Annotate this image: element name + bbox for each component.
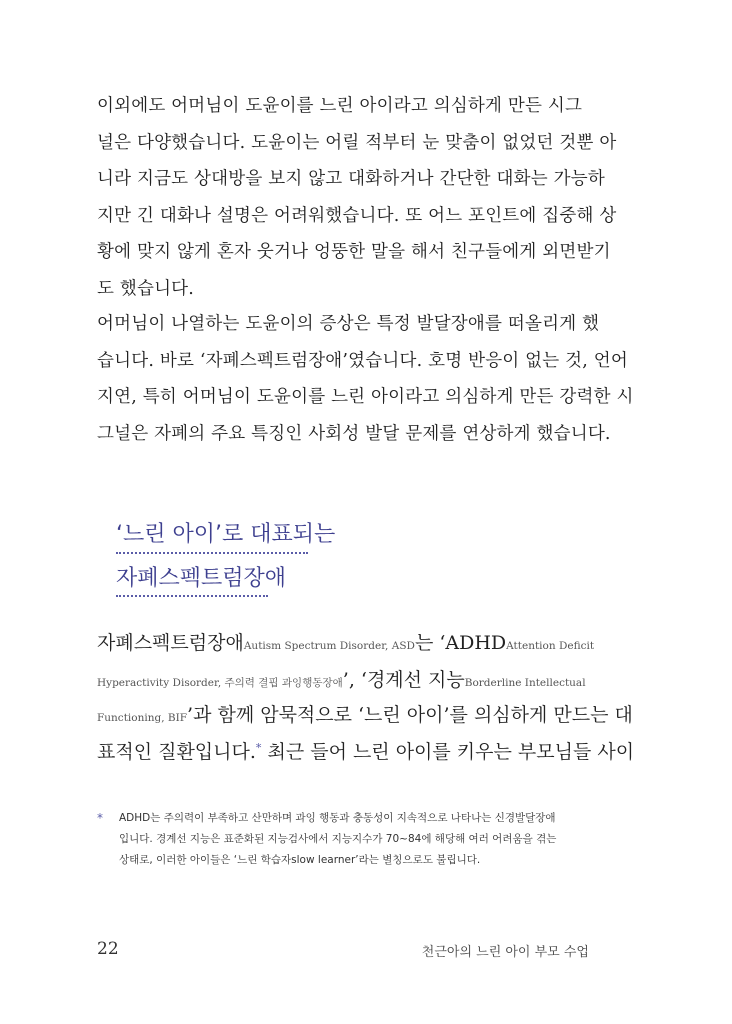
footnote-asterisk-icon: *	[97, 811, 103, 825]
heading-dotted-underline	[116, 595, 268, 597]
text-line: 니라 지금도 상대방을 보지 않고 대화하거나 간단한 대화는 가능하	[97, 169, 605, 189]
text-line: 지만 긴 대화나 설명은 어려워했습니다. 또 어느 포인트에 집중해 상	[97, 205, 617, 226]
footnote-reference[interactable]: *	[255, 741, 262, 755]
text-run: ’, ‘경계선 지능	[342, 669, 465, 691]
text-line: 지연, 특히 어머님이 도윤이를 느린 아이라고 의심하게 만든 강력한 시	[97, 387, 634, 407]
text-line: 이외에도 어머님이 도윤이를 느린 아이라고 의심하게 만든 시그	[97, 96, 583, 116]
gloss-text: Autism Spectrum Disorder, ASD	[243, 640, 415, 652]
footnote-line: 상태로, 이러한 아이들은 ‘느린 학습자slow learner’라는 별칭으로도 불립니다.	[119, 854, 481, 866]
text-line: 어머님이 나열하는 도윤이의 증상은 특정 발달장애를 떠올리게 했	[97, 314, 600, 334]
text-run: ’과 함께 암묵적으로 ‘느린 아이’를 의심하게 만드는 대	[187, 704, 633, 726]
text-run: 최근 들어 느린 아이를 키우는 부모님들 사이	[261, 741, 635, 763]
body-paragraph-3-line	[97, 628, 597, 655]
text-line: 도 했습니다.	[97, 278, 195, 299]
section-heading-line-1: ‘느린 아이’로 대표되는	[116, 522, 336, 547]
text-run: 자폐스펙트럼장애	[97, 632, 244, 654]
gloss-text: Functioning, BIF	[97, 712, 188, 724]
text-run: 는 ‘ADHD	[414, 632, 507, 654]
text-line: 황에 맞지 않게 혼자 웃거나 엉뚱한 말을 해서 친구들에게 외면받기	[97, 242, 611, 262]
body-paragraph-3-line	[97, 700, 633, 727]
body-paragraph-3-line	[97, 737, 635, 764]
text-line: 널은 다양했습니다. 도윤이는 어릴 적부터 눈 맞춤이 없었던 것뿐 아	[97, 132, 617, 153]
section-heading-line-2: 자폐스펙트럼장애	[116, 566, 287, 591]
gloss-text: Attention Deficit	[506, 640, 595, 652]
footnote-line: 입니다. 경계선 지능은 표준화된 지능검사에서 지능지수가 70~84에 해당해 여러 어려움을 겪는	[119, 833, 557, 845]
body-paragraph-1	[97, 88, 617, 307]
footnote	[97, 808, 597, 871]
body-paragraph-3-line	[97, 665, 597, 692]
page-number: 22	[97, 939, 119, 959]
gloss-text: Hyperactivity Disorder, 주의력 결핍 과잉행동장애	[97, 677, 343, 689]
footnote-text	[119, 808, 597, 871]
text-line: 습니다. 바로 ‘자폐스펙트럼장애’였습니다. 호명 반응이 없는 것, 언어	[97, 350, 628, 371]
text-run: 표적인 질환입니다.	[97, 741, 256, 763]
body-paragraph-2	[97, 306, 634, 452]
heading-dotted-underline	[116, 552, 308, 554]
running-book-title: 천근아의 느린 아이 부모 수업	[421, 945, 589, 960]
footnote-line: ADHD는 주의력이 부족하고 산만하며 과잉 행동과 충동성이 지속적으로 나타나는 신경발달장애	[119, 812, 556, 824]
text-line: 그널은 자폐의 주요 특징인 사회성 발달 문제를 연상하게 했습니다.	[97, 423, 611, 444]
gloss-text: Borderline Intellectual	[464, 677, 586, 689]
